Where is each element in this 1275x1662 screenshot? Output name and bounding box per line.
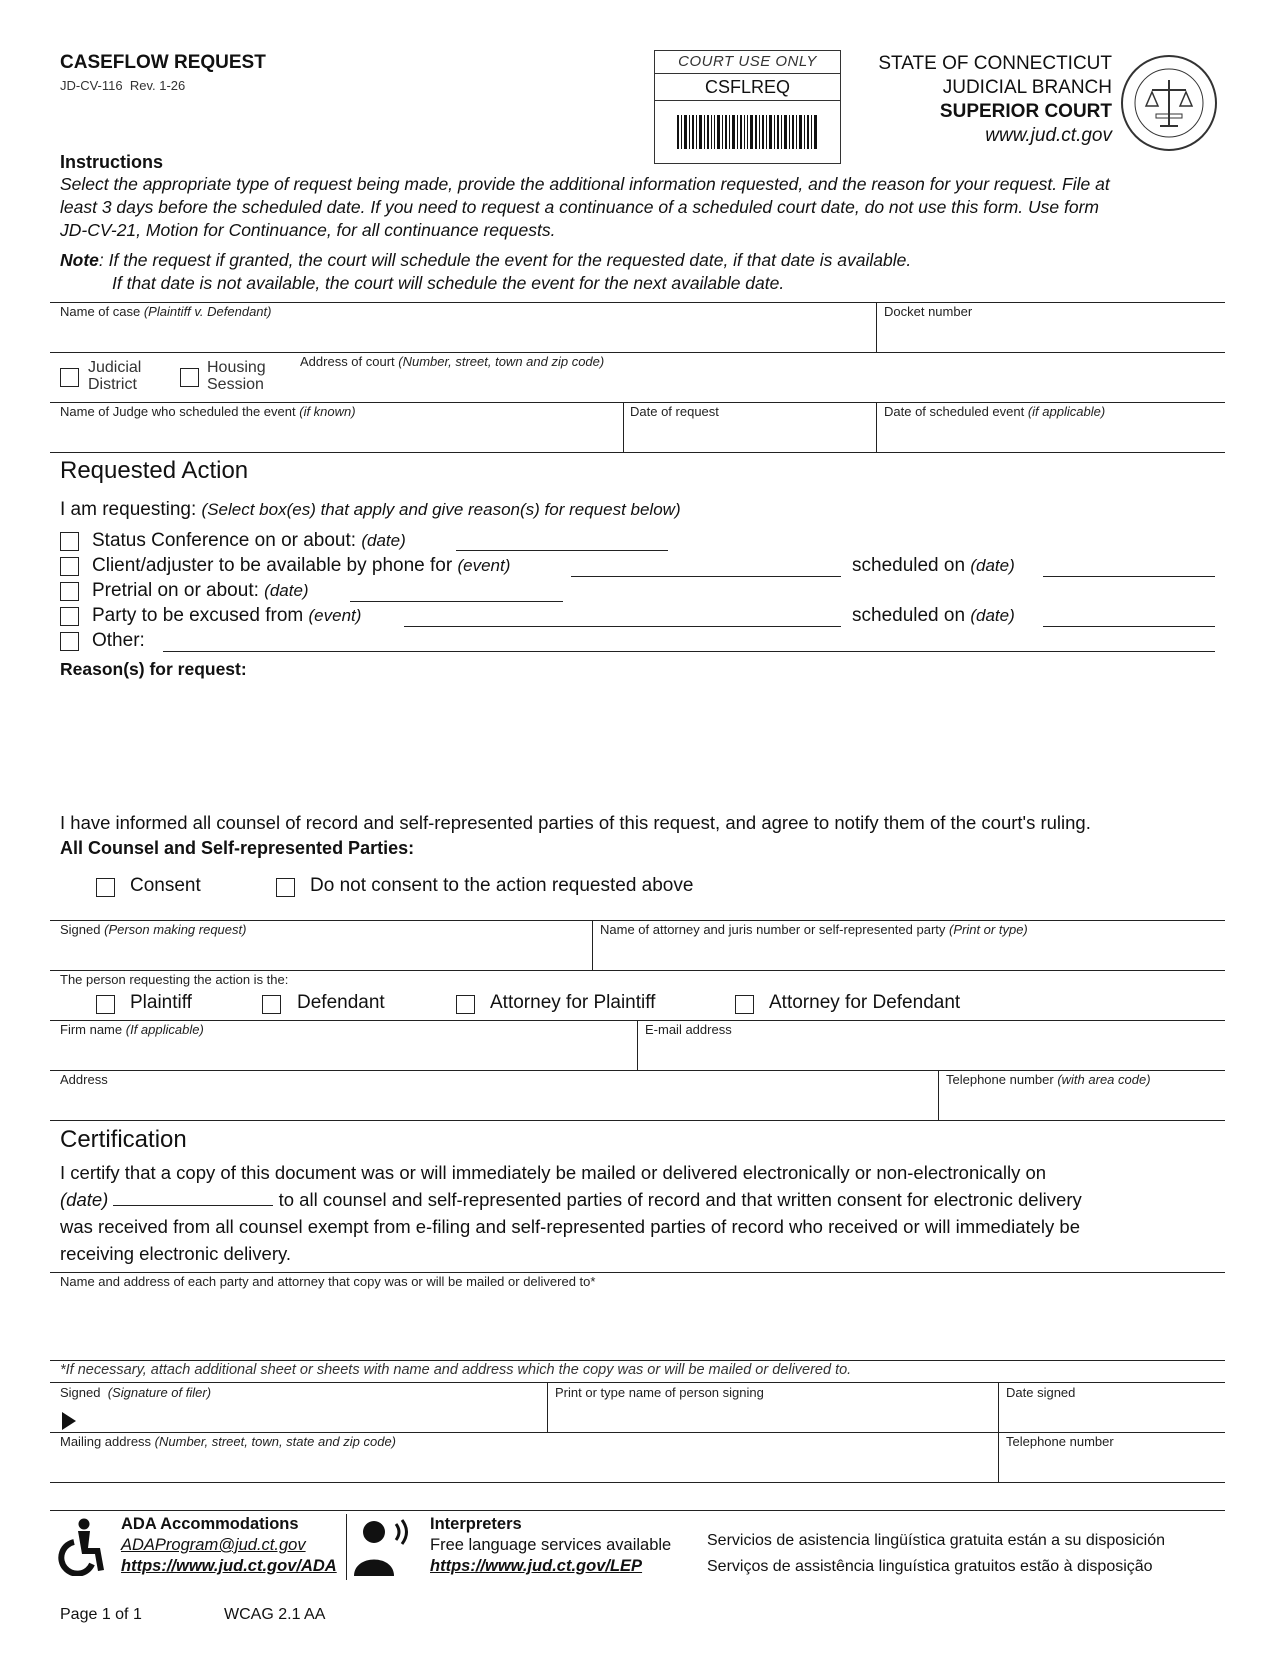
ada-url-link[interactable]: https://www.jud.ct.gov/ADA	[121, 1557, 337, 1575]
attorney-defendant-checkbox[interactable]	[735, 995, 754, 1014]
certification-heading: Certification	[60, 1126, 187, 1153]
date-of-event-field[interactable]	[880, 418, 1222, 450]
party-excused-date-field[interactable]	[1043, 626, 1215, 627]
consent-label: Consent	[130, 875, 201, 896]
signed-request-label: Signed (Person making request)	[60, 922, 247, 937]
informed-statement: I have informed all counsel of record and self-represented parties of this request, and agree to notify them of the court's ruling.	[60, 812, 1091, 833]
form-number-text: JD-CV-116	[60, 78, 123, 93]
consent-checkbox[interactable]	[96, 878, 115, 897]
all-counsel-heading: All Counsel and Self-represented Parties:	[60, 838, 415, 858]
website: www.jud.ct.gov	[985, 125, 1112, 146]
party-excused-scheduled-label: scheduled on (date)	[852, 605, 1015, 626]
certification-line4: receiving electronic delivery.	[60, 1243, 292, 1264]
interpreters-url-link[interactable]: https://www.jud.ct.gov/LEP	[430, 1557, 643, 1575]
note-text: : If the request if granted, the court will schedule the event for the requested date, if that date is available.	[98, 250, 912, 270]
barcode	[677, 115, 817, 149]
accessibility-icon	[58, 1518, 106, 1576]
court-header	[840, 52, 1112, 148]
page-number: Page 1 of 1	[60, 1606, 142, 1623]
party-excused-checkbox[interactable]	[60, 607, 79, 626]
telephone-number-field[interactable]	[1002, 1450, 1222, 1480]
party-excused-label: Party to be excused from (event)	[92, 605, 362, 626]
plaintiff-label: Plaintiff	[130, 992, 192, 1013]
signature-arrow-icon	[62, 1412, 76, 1430]
signed-request-field[interactable]	[52, 936, 588, 968]
docket-number-label: Docket number	[884, 304, 973, 319]
no-consent-label: Do not consent to the action requested above	[310, 875, 694, 896]
no-consent-checkbox[interactable]	[276, 878, 295, 897]
housing-session-label: Housing Session	[207, 359, 266, 393]
attorney-name-field[interactable]	[596, 936, 1222, 968]
attorney-defendant-label: Attorney for Defendant	[769, 992, 961, 1013]
portuguese-text: Serviços de assistência linguística gratuitos estão à disposição	[707, 1558, 1153, 1575]
mailing-address-label: Mailing address (Number, street, town, state and zip code)	[60, 1434, 397, 1449]
judicial-district-label: Judicial District	[88, 359, 142, 393]
attorney-name-label: Name of attorney and juris number or self-represented party (Print or type)	[600, 922, 1028, 937]
reasons-field[interactable]	[58, 684, 1218, 804]
client-adjuster-scheduled-label: scheduled on (date)	[852, 555, 1015, 576]
email-label: E-mail address	[645, 1022, 732, 1037]
judicial-district-checkbox[interactable]	[60, 368, 79, 387]
language-services	[707, 1528, 1165, 1580]
instructions-heading: Instructions	[60, 152, 164, 172]
court-use-label: COURT USE ONLY	[655, 51, 840, 74]
case-name-field[interactable]	[52, 318, 872, 350]
party-excused-event-field[interactable]	[404, 626, 841, 627]
instructions-line3: JD-CV-21, Motion for Continuance, for all continuance requests.	[60, 220, 556, 240]
certification-line2: (date) to all counsel and self-represented parties of record and that written consent for electronic delivery	[60, 1189, 1082, 1210]
pretrial-date-field[interactable]	[350, 601, 563, 602]
parties-label: Name and address of each party and attorney that copy was or will be mailed or delivered to*	[60, 1274, 596, 1289]
interpreters-text: Free language services available	[430, 1536, 672, 1554]
requesting-intro: I am requesting: (Select box(es) that apply and give reason(s) for request below)	[60, 499, 681, 520]
signature-field[interactable]	[80, 1402, 542, 1432]
judicial-seal-icon	[1120, 54, 1218, 152]
defendant-label: Defendant	[297, 992, 385, 1013]
housing-session-checkbox[interactable]	[180, 368, 199, 387]
court-address-field[interactable]	[298, 370, 1222, 400]
judge-name-label: Name of Judge who scheduled the event (if known)	[60, 404, 356, 419]
instructions-line1: Select the appropriate type of request being made, provide the additional information requested, and the reason for your request. File at	[60, 174, 1110, 194]
print-name-label: Print or type name of person signing	[555, 1385, 764, 1400]
ada-title: ADA Accommodations	[121, 1515, 299, 1533]
date-signed-field[interactable]	[1002, 1402, 1222, 1432]
instructions-line2: least 3 days before the scheduled date. If you need to request a continuance of a scheduled court date, do not use this form. Use form	[60, 197, 1099, 217]
interpreters-title: Interpreters	[430, 1515, 522, 1533]
telephone-number-label: Telephone number	[1006, 1434, 1114, 1449]
date-of-request-field[interactable]	[627, 418, 873, 450]
client-adjuster-event-field[interactable]	[571, 576, 841, 577]
defendant-checkbox[interactable]	[262, 995, 281, 1014]
pretrial-label: Pretrial on or about: (date)	[92, 580, 309, 601]
telephone-label: Telephone number (with area code)	[946, 1072, 1151, 1087]
other-checkbox[interactable]	[60, 632, 79, 651]
requested-action-heading: Requested Action	[60, 457, 249, 484]
plaintiff-checkbox[interactable]	[96, 995, 115, 1014]
judge-name-field[interactable]	[52, 418, 620, 450]
note-label: Note	[60, 250, 99, 270]
print-name-field[interactable]	[551, 1402, 993, 1432]
spanish-text: Servicios de asistencia lingüística gratuita están a su disposición	[707, 1532, 1166, 1549]
state-name: STATE OF CONNECTICUT	[878, 53, 1112, 74]
form-number	[60, 78, 185, 93]
case-name-label: Name of case (Plaintiff v. Defendant)	[60, 304, 272, 319]
note-line1	[60, 250, 911, 271]
attorney-plaintiff-checkbox[interactable]	[456, 995, 475, 1014]
attorney-plaintiff-label: Attorney for Plaintiff	[490, 992, 656, 1013]
note-line2: If that date is not available, the court will schedule the event for the next available date.	[112, 273, 785, 293]
certification-date-field[interactable]	[113, 1191, 273, 1206]
signed-filer-label: Signed (Signature of filer)	[60, 1385, 212, 1400]
court-code: CSFLREQ	[655, 74, 840, 101]
other-label: Other:	[92, 630, 145, 651]
court-address-label: Address of court (Number, street, town and zip code)	[300, 354, 605, 369]
client-adjuster-checkbox[interactable]	[60, 557, 79, 576]
parties-field[interactable]	[52, 1290, 1222, 1356]
court-use-box	[654, 50, 841, 164]
wcag-label: WCAG 2.1 AA	[224, 1606, 326, 1623]
address-label: Address	[60, 1072, 108, 1087]
branch-name: JUDICIAL BRANCH	[942, 77, 1112, 98]
status-conference-label: Status Conference on or about: (date)	[92, 530, 406, 551]
pretrial-checkbox[interactable]	[60, 582, 79, 601]
form-title: CASEFLOW REQUEST	[60, 52, 266, 73]
telephone-field[interactable]	[942, 1086, 1222, 1118]
requester-label: The person requesting the action is the:	[60, 972, 289, 987]
email-field[interactable]	[641, 1036, 1221, 1068]
status-conference-checkbox[interactable]	[60, 532, 79, 551]
client-adjuster-label: Client/adjuster to be available by phone for (event)	[92, 555, 511, 576]
reasons-label: Reason(s) for request:	[60, 659, 247, 679]
address-field[interactable]	[52, 1086, 932, 1118]
mailing-address-field[interactable]	[52, 1450, 992, 1480]
status-conference-date-field[interactable]	[456, 550, 668, 551]
firm-name-label: Firm name (If applicable)	[60, 1022, 204, 1037]
ada-email-link[interactable]: ADAProgram@jud.ct.gov	[121, 1536, 306, 1554]
docket-number-field[interactable]	[880, 318, 1222, 350]
certification-line3: was received from all counsel exempt from e-filing and self-represented parties of record who received or will immediately be	[60, 1216, 1081, 1237]
certification-line1: I certify that a copy of this document was or will immediately be mailed or delivered electronically or non-electronically on	[60, 1162, 1047, 1183]
other-field[interactable]	[163, 651, 1215, 652]
interpreter-icon	[352, 1518, 412, 1578]
footnote: *If necessary, attach additional sheet or sheets with name and address which the copy was or will be mailed or delivered to.	[60, 1362, 852, 1378]
interpreters-block	[430, 1514, 671, 1577]
date-of-event-label: Date of scheduled event (if applicable)	[884, 404, 1106, 419]
client-adjuster-date-field[interactable]	[1043, 576, 1215, 577]
court-name: SUPERIOR COURT	[939, 101, 1112, 122]
form-revision: Rev. 1-26	[129, 78, 186, 93]
date-signed-label: Date signed	[1006, 1385, 1076, 1400]
date-of-request-label: Date of request	[630, 404, 719, 419]
ada-block	[121, 1514, 337, 1577]
